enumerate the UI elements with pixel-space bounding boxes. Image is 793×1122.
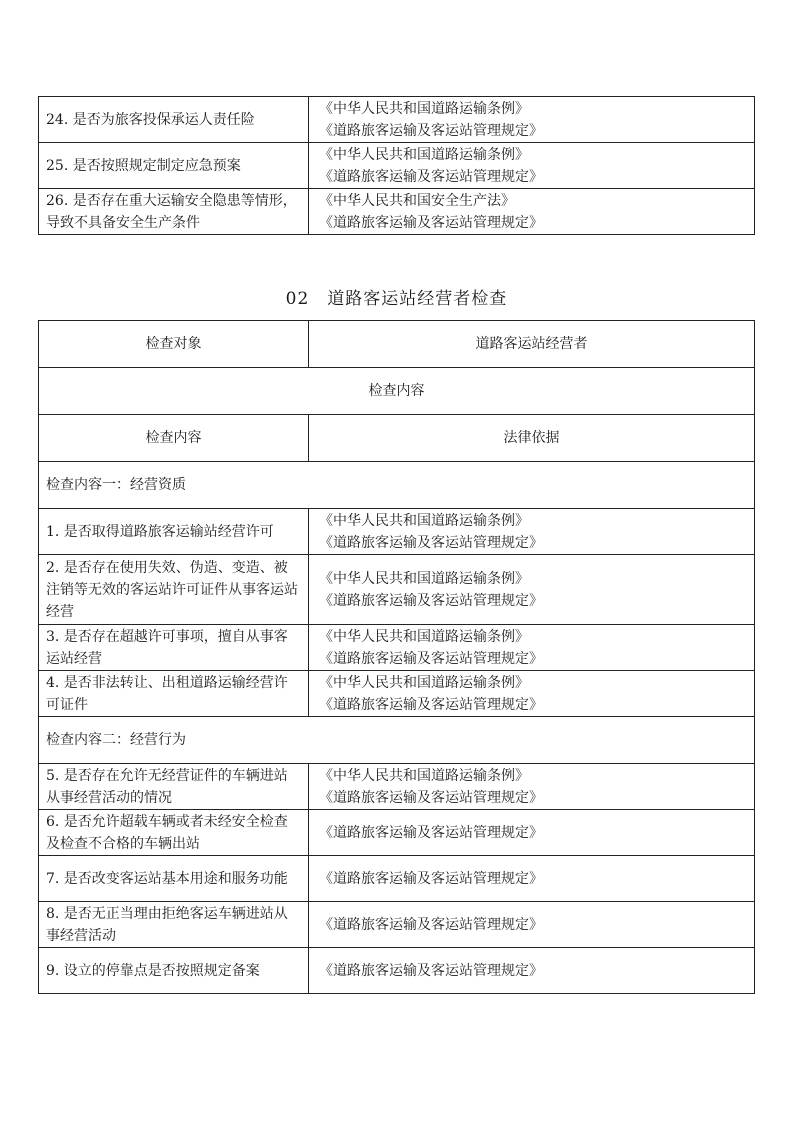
law-name: 《道路旅客运输及客运站管理规定》 [319,214,543,231]
column-header-law: 法律依据 [309,415,755,462]
object-value: 道路客运站经营者 [309,321,755,368]
legal-basis [309,189,755,235]
legal-basis [309,671,755,717]
continued-table [38,96,755,235]
law-name: 《中华人民共和国道路运输条例》 [319,100,529,117]
law-name: 《中华人民共和国道路运输条例》 [319,628,529,645]
legal-basis [309,948,755,994]
group-row [39,462,755,509]
group-row [39,717,755,764]
law-name: 《道路旅客运输及客运站管理规定》 [319,824,543,841]
check-item: 9. 设立的停靠点是否按照规定备案 [39,948,309,994]
law-name: 《道路旅客运输及客运站管理规定》 [319,534,543,551]
inspection-table [38,320,755,994]
check-item: 3. 是否存在超越许可事项，擅自从事客运站经营 [39,625,309,671]
section-title-text: 道路客运站经营者检查 [327,289,508,309]
check-item: 6. 是否允许超载车辆或者未经安全检查及检查不合格的车辆出站 [39,810,309,856]
table-row [39,509,755,555]
law-name: 《中华人民共和国道路运输条例》 [319,570,529,587]
check-item: 8. 是否无正当理由拒绝客运车辆进站从事经营活动 [39,902,309,948]
content-header: 检查内容 [39,368,755,415]
law-name: 《中华人民共和国道路运输条例》 [319,767,529,784]
law-name: 《中华人民共和国道路运输条例》 [319,146,529,163]
table-row [39,143,755,189]
check-item: 4. 是否非法转让、出租道路运输经营许可证件 [39,671,309,717]
object-label: 检查对象 [39,321,309,368]
legal-basis [309,810,755,856]
check-item: 26. 是否存在重大运输安全隐患等情形，导致不具备安全生产条件 [39,189,309,235]
law-name: 《道路旅客运输及客运站管理规定》 [319,962,543,979]
law-name: 《道路旅客运输及客运站管理规定》 [319,592,543,609]
table-row [39,856,755,902]
table-row [39,625,755,671]
group-label: 检查内容一：经营资质 [39,462,755,509]
check-item: 25. 是否按照规定制定应急预案 [39,143,309,189]
legal-basis [309,143,755,189]
law-name: 《道路旅客运输及客运站管理规定》 [319,168,543,185]
law-name: 《中华人民共和国道路运输条例》 [319,512,529,529]
check-item: 7. 是否改变客运站基本用途和服务功能 [39,856,309,902]
legal-basis [309,764,755,810]
law-name: 《道路旅客运输及客运站管理规定》 [319,870,543,887]
table-row [39,810,755,856]
table-row [39,902,755,948]
section-title [0,287,793,311]
law-name: 《道路旅客运输及客运站管理规定》 [319,916,543,933]
law-name: 《道路旅客运输及客运站管理规定》 [319,122,543,139]
table-row [39,189,755,235]
law-name: 《中华人民共和国安全生产法》 [319,192,515,209]
table-row [39,97,755,143]
column-header-content: 检查内容 [39,415,309,462]
check-item: 2. 是否存在使用失效、伪造、变造、被注销等无效的客运站许可证件从事客运站经营 [39,555,309,625]
group-label: 检查内容二：经营行为 [39,717,755,764]
table-row [39,368,755,415]
table-row [39,415,755,462]
legal-basis [309,856,755,902]
law-name: 《中华人民共和国道路运输条例》 [319,674,529,691]
table-row [39,555,755,625]
legal-basis [309,97,755,143]
table-row [39,948,755,994]
check-item: 24. 是否为旅客投保承运人责任险 [39,97,309,143]
legal-basis [309,902,755,948]
legal-basis [309,625,755,671]
section-number: 02 [285,289,310,309]
table-row [39,764,755,810]
table-row [39,321,755,368]
law-name: 《道路旅客运输及客运站管理规定》 [319,789,543,806]
legal-basis [309,555,755,625]
legal-basis [309,509,755,555]
check-item: 1. 是否取得道路旅客运输站经营许可 [39,509,309,555]
table-row [39,671,755,717]
law-name: 《道路旅客运输及客运站管理规定》 [319,696,543,713]
law-name: 《道路旅客运输及客运站管理规定》 [319,650,543,667]
check-item: 5. 是否存在允许无经营证件的车辆进站从事经营活动的情况 [39,764,309,810]
